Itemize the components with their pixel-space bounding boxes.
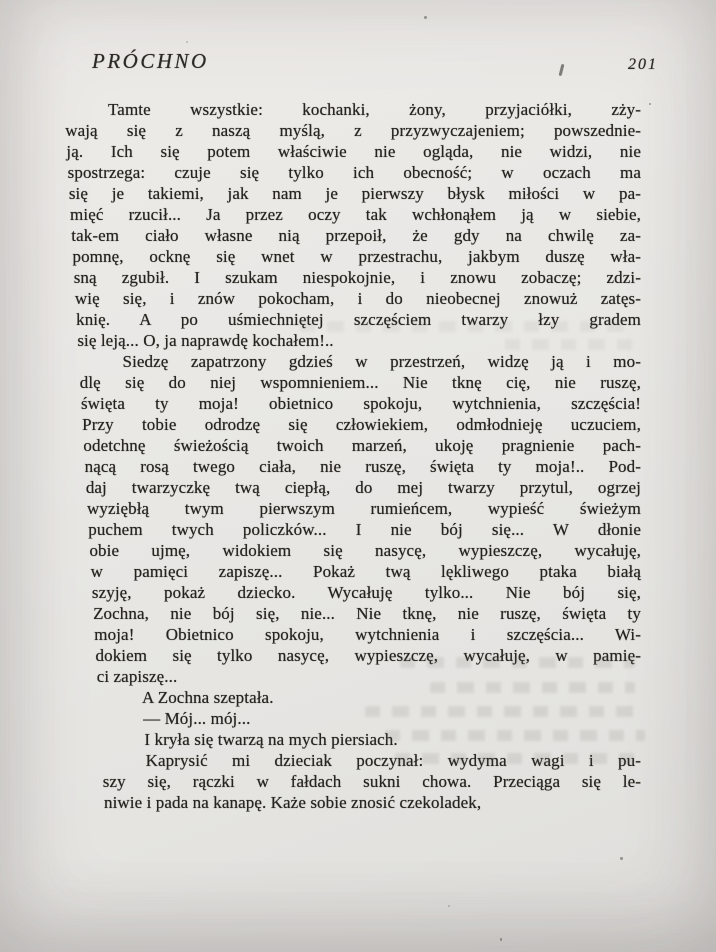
text-line: wają się z naszą myślą, z przyzwyczajeniem; powszednie- (65, 121, 641, 140)
text-line: daj twarzyczkę twą ciepłą, do mej twarzy przytul, ogrzej (85, 478, 641, 497)
text-line: Kaprysić mi dzieciak poczynał: wydyma wagi i pu- (145, 751, 641, 770)
text-line: spostrzega: czuje się tylko ich obecność; w oczach ma (67, 163, 641, 182)
text-line: szyję, pokaż dziecko. Wycałuję tylko... Nie bój się, (91, 583, 641, 602)
text-line: sną zgubił. I szukam niespokojnie, i znowu zobaczę; zdzi- (73, 268, 641, 287)
text-line: knię. A po uśmiechniętej szczęściem twarzy łzy gradem (76, 310, 641, 329)
text-line: święta ty moja! obietnico spokoju, wytchnienia, szczęścia! (80, 394, 641, 413)
text-line: w pamięci zapiszę... Pokaż twą lękliwego ptaka białą (90, 562, 641, 581)
running-title: PRÓCHNO (92, 49, 209, 73)
text-line: Zochna, nie bój się, nie... Nie tknę, nie ruszę, święta ty (93, 604, 641, 623)
text-line: się je takiemi, jak nam je pierwszy błysk miłości w pa- (68, 184, 641, 203)
text-line: ci zapiszę... (96, 667, 178, 686)
text-line: wyziębłą twym pierwszym rumieńcem, wypieść świeżym (87, 499, 641, 518)
text-line: Przy tobie odrodzę się człowiekiem, odmłodnieję uczuciem, (82, 415, 641, 434)
text-line: się leją... O, ja naprawdę kochałem!.. (77, 331, 334, 350)
text-line: obie ujmę, widokiem się nasycę, wypieszczę, wycałuję, (89, 541, 641, 560)
text-line: puchem twych policzków... I nie bój się... W dłonie (88, 520, 641, 539)
text-line: niwie i pada na kanapę. Każe sobie znosić czekoladek, (104, 793, 482, 812)
page-number: 201 (628, 56, 658, 73)
text-line: odetchnę świeżością twoich marzeń, ukoję pragnienie pach- (83, 436, 641, 455)
text-line: I kryła się twarzą na mych piersiach. (144, 730, 398, 749)
text-line: dlę się do niej wspomnieniem... Nie tknę cię, nie ruszę, (79, 373, 641, 392)
text-line: szy się, rączki w fałdach sukni chowa. Przeciąga się le- (102, 772, 641, 791)
text-line: Siedzę zapatrzony gdzieś w przestrzeń, widzę ją i mo- (122, 352, 641, 371)
text-line: tak-em ciało własne nią przepoił, że gdy na chwilę za- (71, 226, 641, 245)
text-line: A Zochna szeptała. (141, 688, 274, 707)
text-line: — Mój... mój... (143, 709, 251, 728)
text-line: wię się, i znów pokocham, i do nieobecnej znowuż zatęs- (74, 289, 641, 308)
text-line: moja! Obietnico spokoju, wytchnienia i szczęścia... Wi- (94, 625, 641, 644)
text-line: mięć rzucił... Ja przez oczy tak wchłonąłem ją w siebie, (70, 205, 641, 224)
text-line: nącą rosą twego ciała, nie ruszę, święta ty moja!.. Pod- (84, 457, 641, 476)
text-line: Tamte wszystkie: kochanki, żony, przyjaciółki, zży- (108, 100, 641, 119)
text-line: dokiem się tylko nasycę, wypieszczę, wycałuję, w pamię- (95, 646, 641, 665)
text-line: pomnę, ocknę się wnet w przestrachu, jakbym duszę wła- (72, 247, 641, 266)
text-line: ją. Ich się potem właściwie nie ogląda, nie widzi, nie (66, 142, 641, 161)
